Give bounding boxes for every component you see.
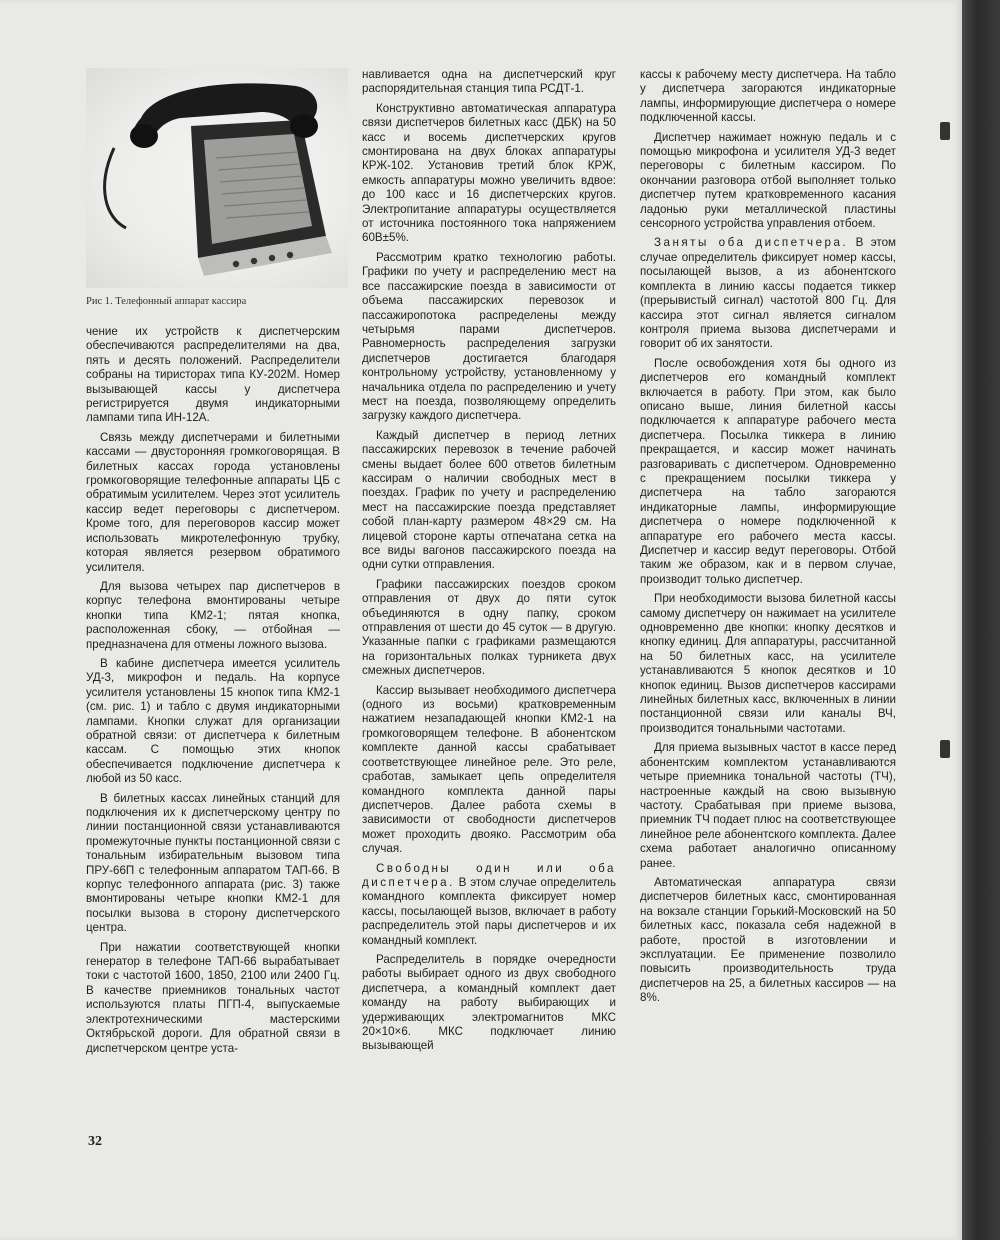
binding-mark bbox=[940, 740, 950, 758]
figure-caption: Рис 1. Телефонный аппарат кассира bbox=[86, 296, 247, 307]
text-column-3 bbox=[640, 68, 896, 1128]
paragraph: Автоматическая аппаратура связи диспетчеров билетных касс, смонтированная на вокзале станции Горький-Московский на 50 билетных касс, показала себя надежной в работе, простой в изготовлении и эксплуатации. Ее применение позволило повысить производительность труда диспетчеров на 25, а билетных кассиров — на 8%. bbox=[640, 875, 896, 1005]
telephone-photo bbox=[86, 68, 348, 288]
paragraph: Диспетчер нажимает ножную педаль и с помощью микрофона и усилителя УД-3 ведет переговоры с билетным кассиром. По окончании разговора отбой выполняет только диспетчер путем кратковременного касания ладонью руки металлической пластины сенсорного устройства управления отбоем. bbox=[640, 130, 896, 231]
case-text: В этом случае определитель командного комплекта фиксирует номер кассы, посылающей вызов, включает в работу распределитель этой пары диспетчеров и их командный комплект. bbox=[362, 875, 616, 947]
telephone-illustration bbox=[86, 68, 348, 288]
paragraph: навливается одна на диспетчерский круг распорядительная станция типа РСДТ-1. bbox=[362, 68, 616, 96]
adjacent-page-edge bbox=[962, 0, 1000, 1240]
case-heading: Заняты оба диспетчера. bbox=[654, 236, 849, 250]
paragraph: В кабине диспетчера имеется усилитель УД-3, микрофон и педаль. На корпусе усилителя установлены 15 кнопок типа КМ2-1 (см. рис. 1) и табло с двумя индикаторными лампами. Кнопки служат для организации обратной связи: от диспетчера к билетным кассам. С помощью этих кнопок обеспечивается подключение диспетчера к любой из 50 касс. bbox=[86, 656, 340, 786]
case-paragraph bbox=[362, 862, 616, 948]
case-text: В этом случае определитель фиксирует номер кассы, посылающей вызов, а из абонентского комплекта в линию кассы подается тиккер (прерывистый сигнал) частотой 800 Гц. Для кассира этот сигнал является сигналом контроля приема вызова диспетчерами и говорит об их занятости. bbox=[640, 236, 896, 351]
case-paragraph bbox=[640, 236, 896, 351]
case-heading: Свободны один или оба диспетчера. bbox=[362, 861, 616, 889]
paragraph: Распределитель в порядке очередности работы выбирает одного из двух свободного диспетчера, а командный комплект дает команду на работу выбирающих и удерживающих электромагнитов МКС 20×10×6. МКС подключает линию вызывающей bbox=[362, 952, 616, 1053]
paragraph: Каждый диспетчер в период летних пассажирских перевозок в течение рабочей смены выдает более 600 ответов билетным кассирам о наличии свободных мест в поездах. График по учету и распределению мест на пассажирские поезда представляет собой план-карту размером 48×29 см. На лицевой стороне карты отпечатана сетка на все виды вагонов пассажирского поезда на одни сутки отправления. bbox=[362, 428, 616, 572]
paragraph: Кассир вызывает необходимого диспетчера (одного из восьми) кратковременным нажатием незападающей кнопки КМ2-1 на громкоговорящем телефоне. В абонентском комплекте данной кассы срабатывает соответствующее линейное реле. Это реле, сработав, замыкает цепь определителя командного комплекта данной пары диспетчеров. Далее работа схемы в зависимости от свободности диспетчеров может проходить двояко. Рассмотрим оба случая. bbox=[362, 683, 616, 856]
paragraph: Связь между диспетчерами и билетными кассами — двусторонняя громкоговорящая. В билетных кассах города установлены громкоговорящие телефонные аппараты ЦБ с обратимым усилителем. Через этот усилитель кассир ведет переговоры с диспетчером. Кроме того, для переговоров кассир может использовать микротелефонную трубку, которая является резервом обратимого усилителя. bbox=[86, 430, 340, 574]
paragraph: Конструктивно автоматическая аппаратура связи диспетчеров билетных касс (ДБК) на 50 касс и восемь диспетчерских кругов смонтирована на двух блоках аппаратуры КРЖ-102. Установив третий блок КРЖ, емкость аппаратуры можно увеличить вдвое: до 100 касс и 16 диспетчерских кругов. Электропитание аппаратуры осуществляется от источника постоянного тока напряжением 60В±5%. bbox=[362, 101, 616, 245]
paragraph: После освобождения хотя бы одного из диспетчеров его командный комплект включается в работу. При этом, как было описано выше, линия билетной кассы подключается к аппаратуре рабочего места диспетчера. Посылка тиккера в линию прекращается, и кассир может начинать разговаривать с диспетчером. Одновременно с прекращением посылки тиккера у диспетчера на табло загораются индикаторные лампы, информирующие диспетчера о номере подключенной к аппаратуре его рабочего места кассы. Диспетчер и кассир ведут переговоры. Отбой таким же образом, как и в первом случае, производит только диспетчер. bbox=[640, 356, 896, 586]
paragraph: Графики пассажирских поездов сроком отправления от двух до пяти суток объединяются в одну папку, сроком отправления от шести до 45 суток — в другую. Указанные папки с графиками размещаются на горизонтальных полках турникета двух смежных диспетчеров. bbox=[362, 577, 616, 678]
paragraph: При нажатии соответствующей кнопки генератор в телефоне ТАП-66 вырабатывает токи с частотой 1600, 1850, 2100 или 2400 Гц. В качестве приемников тональных частот используются платы ПГП-4, выпускаемые электротехническими мастерскими Октябрьской дороги. Для обратной связи в диспетчерском центре уста- bbox=[86, 940, 340, 1055]
page-number: 32 bbox=[88, 1134, 102, 1149]
paragraph: Рассмотрим кратко технологию работы. Графики по учету и распределению мест на все пассажирские поезда в зависимости от объема пассажирских перевозок и пассажиропотока распределены между четырьмя парами диспетчеров. Равномерность распределения загрузки диспетчеров достигается благодаря контрольному устройству, установленному у начальника отдела по распределению и учету мест на поезда, позволяющему определить загрузку каждого диспетчера. bbox=[362, 250, 616, 423]
binding-mark bbox=[940, 122, 950, 140]
paragraph: чение их устройств к диспетчерским обеспечиваются распределителями на два, пять и десять положений. Распределители собраны на тиристорах типа КУ-202М. Номер вызывающей кассы у диспетчера регистрируется двумя индикаторными лампами типа ИН-12А. bbox=[86, 325, 340, 425]
paragraph: Для приема вызывных частот в кассе перед абонентским комплектом устанавливаются четыре приемника тональной частоты (ТЧ), настроенные каждый на свою вызывную частоту. Срабатывая при приеме вызова, приемник ТЧ подает плюс на соответствующее линейное реле абонентского комплекта. Далее схема работает аналогично описанному ранее. bbox=[640, 741, 896, 870]
paragraph: Для вызова четырех пар диспетчеров в корпус телефона вмонтированы четыре кнопки типа КМ2-1; пятая кнопка, расположенная сбоку, — отбойная — предназначена для отмены ложного вызова. bbox=[86, 579, 340, 651]
text-column-2 bbox=[362, 68, 616, 1128]
text-column-1 bbox=[86, 325, 340, 1125]
paragraph: При необходимости вызова билетной кассы самому диспетчеру он нажимает на усилителе одновременно две кнопки: кнопку десятков и кнопку единиц. Для аппаратуры, рассчитанной на 50 билетных касс, на усилителе устанавливаются 5 кнопок десятков и 10 кнопок единиц. Вызов диспетчеров кассирами линейных билетных касс, включенных в линии постанционной связи или каналы ВЧ, производится тональными частотами. bbox=[640, 592, 896, 735]
paragraph: В билетных кассах линейных станций для подключения их к диспетчерскому центру по линии постанционной связи устанавливаются промежуточные пункты постанционной связи с тональным избирательным вызовом типа ПРУ-66П с телефонным аппаратом ТАП-66. В корпус телефонного аппарата (рис. 3) также вмонтированы четыре кнопки КМ2-1 для посылки вызова в сторону диспетчерского центра. bbox=[86, 791, 340, 935]
paragraph: кассы к рабочему месту диспетчера. На табло у диспетчера загораются индикаторные лампы, информирующие диспетчера о номере подключенной кассы. bbox=[640, 68, 896, 125]
